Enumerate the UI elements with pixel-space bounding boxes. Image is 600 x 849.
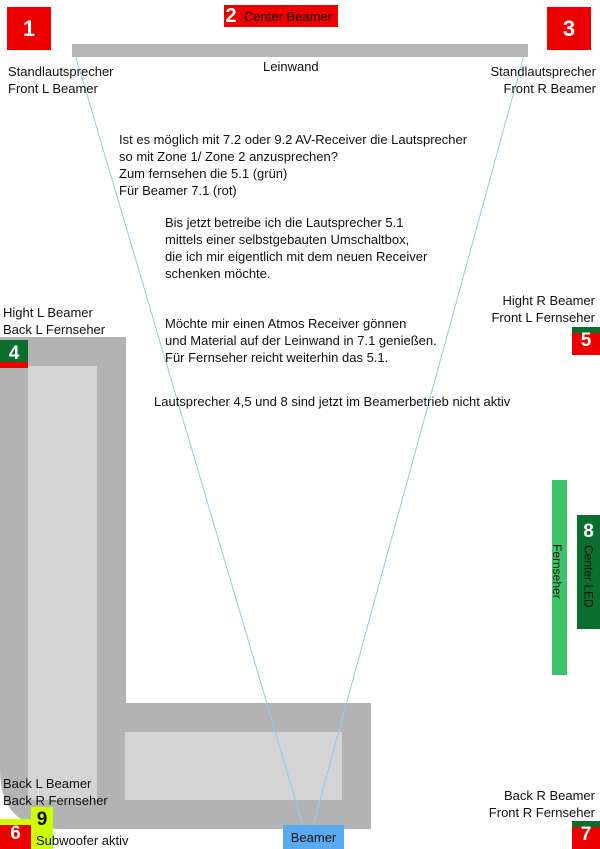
speaker-3-badge: 3 (547, 7, 591, 50)
sofa-cushion-left (28, 366, 97, 800)
question-line: so mit Zone 1/ Zone 2 anzusprechen? (119, 149, 338, 164)
back-l-line2: Back R Fernseher (3, 793, 108, 808)
hight-r-label (491, 292, 595, 326)
speaker-7-badge: 7 (572, 821, 600, 849)
center-beamer-label: Center Beamer (238, 5, 338, 27)
front-l-label (8, 63, 114, 97)
speaker-4-badge: 4 (0, 340, 28, 368)
hight-l-line1: Hight L Beamer (3, 305, 93, 320)
current-line: schenken möchte. (165, 266, 271, 281)
leinwand-screen (72, 44, 528, 57)
back-l-label (3, 775, 108, 809)
sofa-cushion-bottom (125, 732, 342, 800)
current-line: mittels einer selbstgebauten Umschaltbox, (165, 232, 410, 247)
hight-l-line2: Back L Fernseher (3, 322, 106, 337)
current-line: Bis jetzt betreibe ich die Lautsprecher 5.1 (165, 215, 404, 230)
front-r-label (490, 63, 596, 97)
question-text (119, 131, 467, 199)
front-l-line2: Front L Beamer (8, 81, 98, 96)
speaker-6-badge: 6 (0, 819, 31, 849)
front-l-line1: Standlautsprecher (8, 64, 114, 79)
speaker-8-badge (577, 515, 600, 629)
wish-line: Möchte mir einen Atmos Receiver gönnen (165, 316, 407, 331)
speaker-8-number: 8 (583, 521, 594, 542)
wish-text (165, 315, 437, 366)
current-line: die ich mir eigentlich mit dem neuen Receiver (165, 249, 428, 264)
front-r-line1: Standlautsprecher (490, 64, 596, 79)
back-r-line2: Front R Fernseher (488, 805, 595, 820)
question-line: Zum fernsehen die 5.1 (grün) (119, 166, 288, 181)
inactive-note: Lautsprecher 4,5 und 8 sind jetzt im Beamerbetrieb nicht aktiv (154, 394, 511, 409)
wish-line: Für Fernseher reicht weiterhin das 5.1. (165, 350, 389, 365)
leinwand-label: Leinwand (263, 59, 319, 74)
front-r-line2: Front R Beamer (503, 81, 596, 96)
hight-r-line1: Hight R Beamer (502, 293, 595, 308)
center-led-label: Center LED (581, 545, 596, 608)
speaker-1-badge: 1 (7, 7, 51, 50)
back-r-label (489, 787, 595, 821)
beamer-device: Beamer (283, 825, 344, 849)
hight-r-line2: Front L Fernseher (491, 310, 595, 325)
question-line: Für Beamer 7.1 (rot) (119, 183, 237, 198)
back-l-line1: Back L Beamer (3, 776, 92, 791)
hight-l-label (3, 304, 105, 338)
back-r-line1: Back R Beamer (503, 788, 595, 803)
subwoofer-label: Subwoofer aktiv (36, 833, 129, 848)
subwoofer-9-badge: 9 (31, 807, 53, 849)
current-setup-text (165, 214, 427, 282)
speaker-2-badge: 2 (225, 4, 237, 27)
wish-line: und Material auf der Leinwand in 7.1 genießen. (165, 333, 437, 348)
speaker-5-badge: 5 (572, 327, 600, 355)
fernseher-label: Fernseher (550, 544, 564, 599)
question-line: Ist es möglich mit 7.2 oder 9.2 AV-Receiver die Lautsprecher (119, 132, 468, 147)
